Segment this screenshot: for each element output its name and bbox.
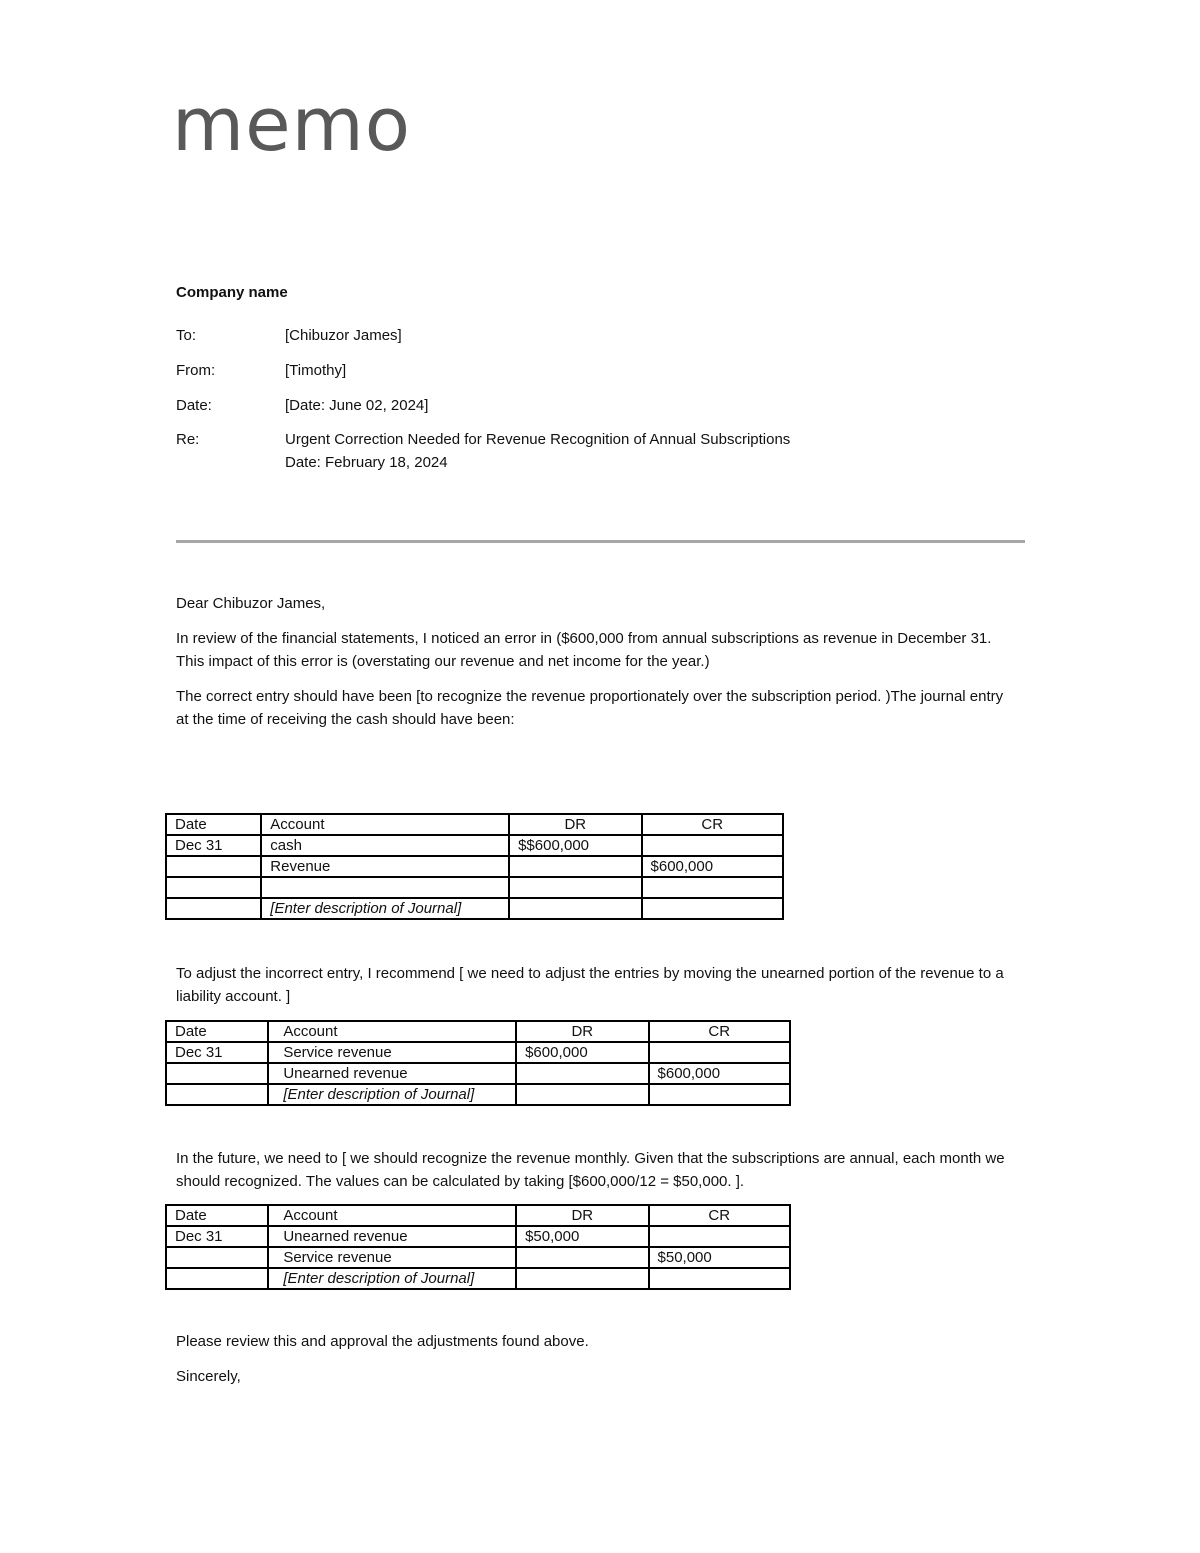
cell-date [166,1268,268,1289]
from-row [176,359,346,382]
header-account: Account [268,1205,516,1226]
journal-description: [Enter description of Journal] [268,1084,516,1105]
header-date: Date [166,1021,268,1042]
table-row [166,898,783,919]
table-row [166,1226,790,1247]
signoff: Sincerely, [176,1368,241,1385]
date-label: Date: [176,397,212,414]
header-account: Account [268,1021,516,1042]
cell-account: Unearned revenue [268,1063,516,1084]
cell-dr [516,1084,648,1105]
cell-cr [649,1042,790,1063]
cell-date [166,1063,268,1084]
from-value: [Timothy] [285,362,347,379]
to-value: [Chibuzor James] [285,327,402,344]
table-row [166,1247,790,1268]
cell-dr [509,856,641,877]
cell-account [261,877,509,898]
cell-date [166,856,261,877]
re-value [285,428,790,474]
cell-dr: $50,000 [516,1226,648,1247]
date-value: [Date: June 02, 2024] [285,397,429,414]
table-header-row [166,1021,790,1042]
paragraph-adjustment: To adjust the incorrect entry, I recommend [ we need to adjust the entries by moving the unearned portion of the revenue to a liability account. ] [176,965,1004,1005]
cell-cr: $600,000 [649,1063,790,1084]
company-name: Company name [176,284,288,301]
to-label: To: [176,327,197,344]
cell-cr: $600,000 [642,856,783,877]
header-dr: DR [516,1021,648,1042]
cell-cr: $50,000 [649,1247,790,1268]
cell-cr [649,1268,790,1289]
cell-account: Revenue [261,856,509,877]
paragraph-error: In review of the financial statements, I noticed an error in ($600,000 from annual subscriptions as revenue in December 31. This impact of this error is (overstating our revenue and net income for the year.) [176,630,992,670]
closing-request: Please review this and approval the adjustments found above. [176,1333,589,1350]
journal-description: [Enter description of Journal] [261,898,509,919]
paragraph-correct-entry: The correct entry should have been [to recognize the revenue proportionately over the subscription period. )The journal entry at the time of receiving the cash should have been: [176,688,1004,728]
cell-dr [509,877,641,898]
cell-dr [509,898,641,919]
to-row [176,324,402,347]
table-row [166,877,783,898]
cell-date: Dec 31 [166,1226,268,1247]
cell-dr: $600,000 [516,1042,648,1063]
table-row [166,1063,790,1084]
memo-title: memo [172,82,411,168]
header-dr: DR [509,814,641,835]
cell-cr [649,1226,790,1247]
journal-table-original [165,813,784,920]
cell-account: cash [261,835,509,856]
cell-dr: $$600,000 [509,835,641,856]
table-row [166,1268,790,1289]
re-row [176,428,790,474]
cell-cr [642,877,783,898]
cell-date: Dec 31 [166,1042,268,1063]
header-account: Account [261,814,509,835]
journal-table-adjustment [165,1020,791,1106]
table-row [166,856,783,877]
header-date: Date [166,814,261,835]
table-row [166,835,783,856]
cell-dr [516,1268,648,1289]
cell-cr [642,835,783,856]
cell-cr [649,1084,790,1105]
table-header-row [166,1205,790,1226]
header-date: Date [166,1205,268,1226]
journal-description: [Enter description of Journal] [268,1268,516,1289]
cell-dr [516,1063,648,1084]
cell-cr [642,898,783,919]
paragraph-future: In the future, we need to [ we should recognize the revenue monthly. Given that the subscriptions are annual, each month we should recognized. The values can be calculated by taking [$600,000/12 = $50,000. ]. [176,1150,1005,1190]
header-dr: DR [516,1205,648,1226]
from-label: From: [176,362,216,379]
header-cr: CR [642,814,783,835]
header-cr: CR [649,1205,790,1226]
cell-date: Dec 31 [166,835,261,856]
cell-account: Unearned revenue [268,1226,516,1247]
re-date: Date: February 18, 2024 [285,454,448,471]
cell-dr [516,1247,648,1268]
header-divider [176,540,1025,543]
date-row [176,394,428,417]
table-row [166,1042,790,1063]
table-row [166,1084,790,1105]
cell-date [166,1247,268,1268]
re-subject: Urgent Correction Needed for Revenue Recognition of Annual Subscriptions [285,431,791,448]
cell-date [166,877,261,898]
cell-date [166,1084,268,1105]
table-header-row [166,814,783,835]
cell-account: Service revenue [268,1247,516,1268]
cell-date [166,898,261,919]
journal-table-monthly [165,1204,791,1290]
re-label: Re: [176,431,200,448]
header-cr: CR [649,1021,790,1042]
cell-account: Service revenue [268,1042,516,1063]
greeting: Dear Chibuzor James, [176,595,326,612]
